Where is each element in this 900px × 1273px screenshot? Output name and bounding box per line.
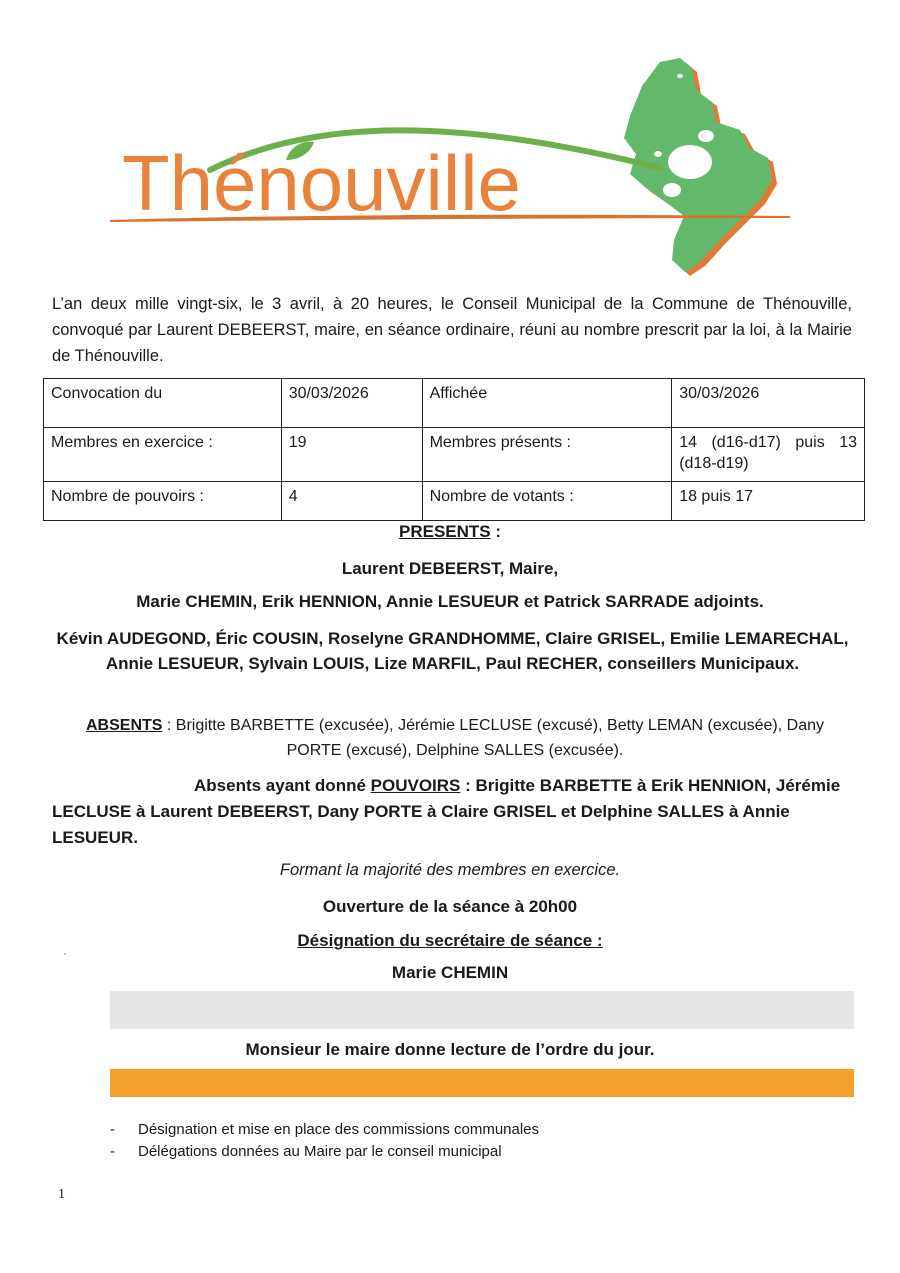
ordre-du-jour-list <box>110 1119 850 1163</box>
conseillers-paragraph: Kévin AUDEGOND, Éric COUSIN, Roselyne GRANDHOMME, Claire GRISEL, Emilie LEMARECHAL, Annie LESUEUR, Sylvain LOUIS, Lize MARFIL, Paul RECHER, conseillers Municipaux. <box>56 629 849 673</box>
orange-separator-bar <box>110 1069 854 1097</box>
table-cell-label: Nombre de pouvoirs : <box>44 482 282 521</box>
designation-heading: Désignation du secrétaire de séance : <box>297 931 603 950</box>
table-row <box>44 379 865 428</box>
ouverture-line: Ouverture de la séance à 20h00 <box>322 897 578 916</box>
table-cell-label: Convocation du <box>44 379 282 428</box>
table-cell-value: 4 <box>281 482 422 521</box>
page-number: 1 <box>58 1187 65 1202</box>
presents-label: PRESENTS <box>398 522 491 541</box>
list-item: - Délégations données au Maire par le conseil municipal <box>110 1143 502 1160</box>
convocation-table <box>43 378 865 521</box>
pouvoirs-label: POUVOIRS <box>370 776 461 795</box>
maire-line: Laurent DEBEERST, Maire, <box>341 559 559 578</box>
adjoints-line: Marie CHEMIN, Erik HENNION, Annie LESUEUR et Patrick SARRADE adjoints. <box>136 592 764 611</box>
logo-wordmark: Thénouville <box>122 139 521 227</box>
table-row <box>44 428 865 482</box>
absents-label: ABSENTS <box>85 717 163 734</box>
table-row <box>44 482 865 521</box>
secretaire-name: Marie CHEMIN <box>391 963 509 982</box>
table-cell-value: 30/03/2026 <box>281 379 422 428</box>
intro-paragraph: L’an deux mille vingt-six, le 3 avril, à 20 heures, le Conseil Municipal de la Commune de Thénouville, convoqué par Laurent DEBEERST, maire, en séance ordinaire, réuni au nombre prescrit par la loi, à la Mairie de Thénouville. <box>52 295 852 365</box>
scan-speck <box>64 953 66 955</box>
presents-heading: PRESENTS : <box>398 522 502 541</box>
table-cell-label: Affichée <box>422 379 672 428</box>
absents-paragraph: ABSENTS : Brigitte BARBETTE (excusée), Jérémie LECLUSE (excusé), Betty LEMAN (excusée), Dany PORTE (excusé), Delphine SALLES (excusée). <box>85 717 824 759</box>
lecture-line: Monsieur le maire donne lecture de l’ordre du jour. <box>245 1040 655 1059</box>
table-cell-value: 18 puis 17 <box>672 482 865 521</box>
table-cell-value: 30/03/2026 <box>672 379 865 428</box>
table-cell-value: 14 (d16-d17) puis 13 (d18-d19) <box>672 428 865 482</box>
pouvoirs-paragraph: Absents ayant donné POUVOIRS : Brigitte BARBETTE à Erik HENNION, Jérémie LECLUSE à Laurent DEBEERST, Dany PORTE à Claire GRISEL et Delphine SALLES à Annie LESUEUR. <box>52 776 841 847</box>
table-cell-label: Membres présents : <box>422 428 672 482</box>
table-cell-label: Nombre de votants : <box>422 482 672 521</box>
table-cell-label: Membres en exercice : <box>44 428 282 482</box>
majorite-line: Formant la majorité des membres en exercice. <box>279 861 621 879</box>
grey-separator-bar <box>110 991 854 1029</box>
thenouville-logo <box>100 50 800 280</box>
table-cell-value: 19 <box>281 428 422 482</box>
list-item: - Désignation et mise en place des commissions communales <box>110 1121 540 1138</box>
